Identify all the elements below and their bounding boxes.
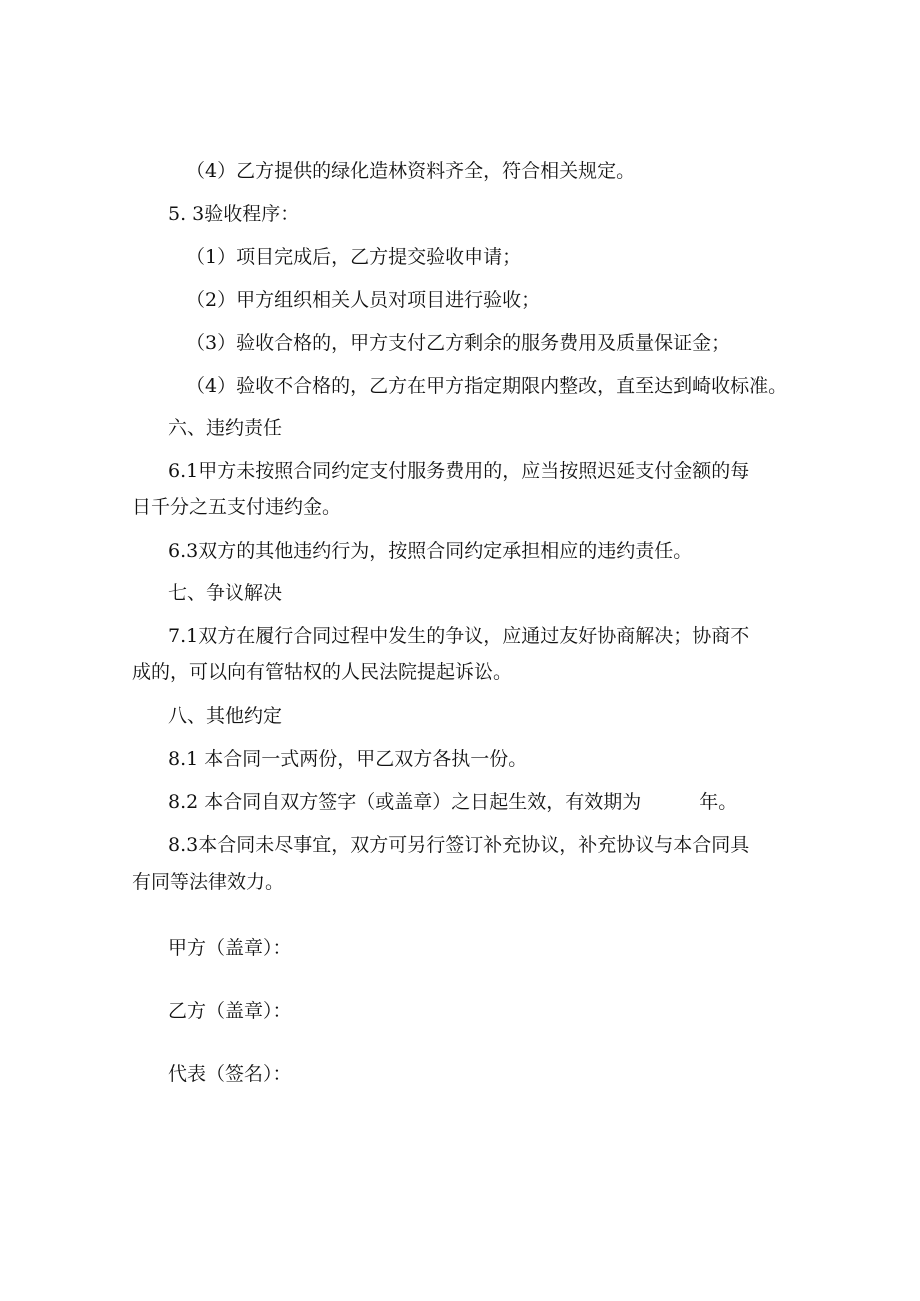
clause-8-1: 8.1 本合同一式两份，甲乙双方各执一份。 [168,748,528,770]
clause-6-1-line-1: 6.1甲方未按照合同约定支付服务费用的，应当按照迟延支付金额的每 [168,460,750,482]
procedure-step-1: （1）项目完成后，乙方提交验收申请； [186,246,522,268]
clause-7-1-line-2: 成的，可以向有管牯权的人民法院提起诉讼。 [132,661,513,683]
procedure-step-3: （3）验收合格的，甲方支付乙方剩余的服务费用及质量保证金； [186,332,731,354]
acceptance-item-4: （4）乙方提供的绿化造林资料齐全，符合相关规定。 [186,160,636,182]
acceptance-procedure-title: 5. 3验收程序： [168,203,300,225]
clause-8-2-text: 8.2 本合同自双方签字（或盖章）之日起生效，有效期为 [168,791,642,813]
procedure-step-4: （4）验收不合格的，乙方在甲方指定期限内整改，直至达到崎收标准。 [186,375,788,397]
clause-8-2 [168,789,737,815]
procedure-step-2: （2）甲方组织相关人员对项目进行验收； [186,289,541,311]
clause-8-3-line-2: 有同等法律效力。 [132,871,285,893]
clause-8-2-suffix: 年。 [699,791,738,813]
clause-6-3: 6.3双方的其他违约行为，按照合同约定承担相应的违约责任。 [168,540,693,562]
section-heading-liability: 六、违约责任 [168,417,283,439]
clause-8-3-line-1: 8.3本合同未尽事宜，双方可另行签订补充协议，补充协议与本合同具 [168,834,750,856]
section-heading-dispute: 七、争议解决 [168,582,283,604]
signature-representative: 代表（签名）： [168,1063,292,1085]
clause-6-1-line-2: 日千分之五支付违约金。 [132,496,342,518]
clause-7-1-line-1: 7.1双方在履行合同过程中发生的争议，应通过友好协商解决；协商不 [168,625,750,647]
signature-party-b: 乙方（盖章）： [168,1000,292,1022]
signature-party-a: 甲方（盖章）： [168,937,292,959]
section-heading-other: 八、其他约定 [168,705,283,727]
